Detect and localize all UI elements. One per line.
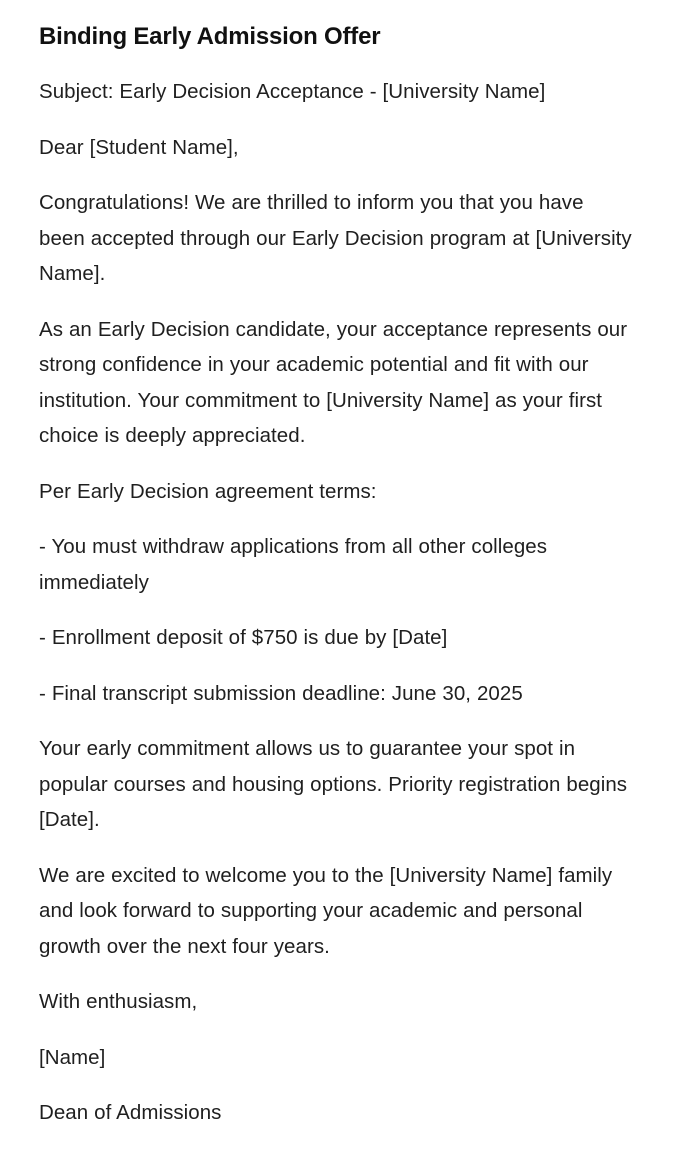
- welcome-paragraph: We are excited to welcome you to the [University Name] family and look forward to supporting your academic and personal growth over the next four years.: [39, 863, 613, 958]
- congratulations-paragraph: Congratulations! We are thrilled to inform you that you have been accepted through our Early Decision program at [University Name].: [39, 191, 632, 285]
- signer-name-line: [Name]: [39, 1045, 106, 1069]
- term-item-transcript: - Final transcript submission deadline: June 30, 2025: [39, 681, 523, 705]
- closing-line: With enthusiasm,: [39, 990, 198, 1013]
- signer-title-line: Dean of Admissions: [39, 1101, 222, 1124]
- page-title: Binding Early Admission Offer: [39, 23, 381, 50]
- term-item-withdraw: - You must withdraw applications from all other colleges immediately: [39, 535, 548, 594]
- confidence-paragraph: As an Early Decision candidate, your acceptance represents our strong confidence in your academic potential and fit with our institution. Your commitment to [University Name] as your first choice is deeply appreciated.: [39, 317, 628, 447]
- salutation-line: Dear [Student Name],: [39, 135, 239, 159]
- term-item-deposit: - Enrollment deposit of $750 is due by [Date]: [39, 626, 448, 649]
- subject-line: Subject: Early Decision Acceptance - [University Name]: [39, 80, 546, 103]
- document-body: [39, 74, 634, 1131]
- terms-heading-line: Per Early Decision agreement terms:: [39, 479, 377, 503]
- commitment-benefits-paragraph: Your early commitment allows us to guarantee your spot in popular courses and housing options. Priority registration begins [Date].: [39, 737, 628, 831]
